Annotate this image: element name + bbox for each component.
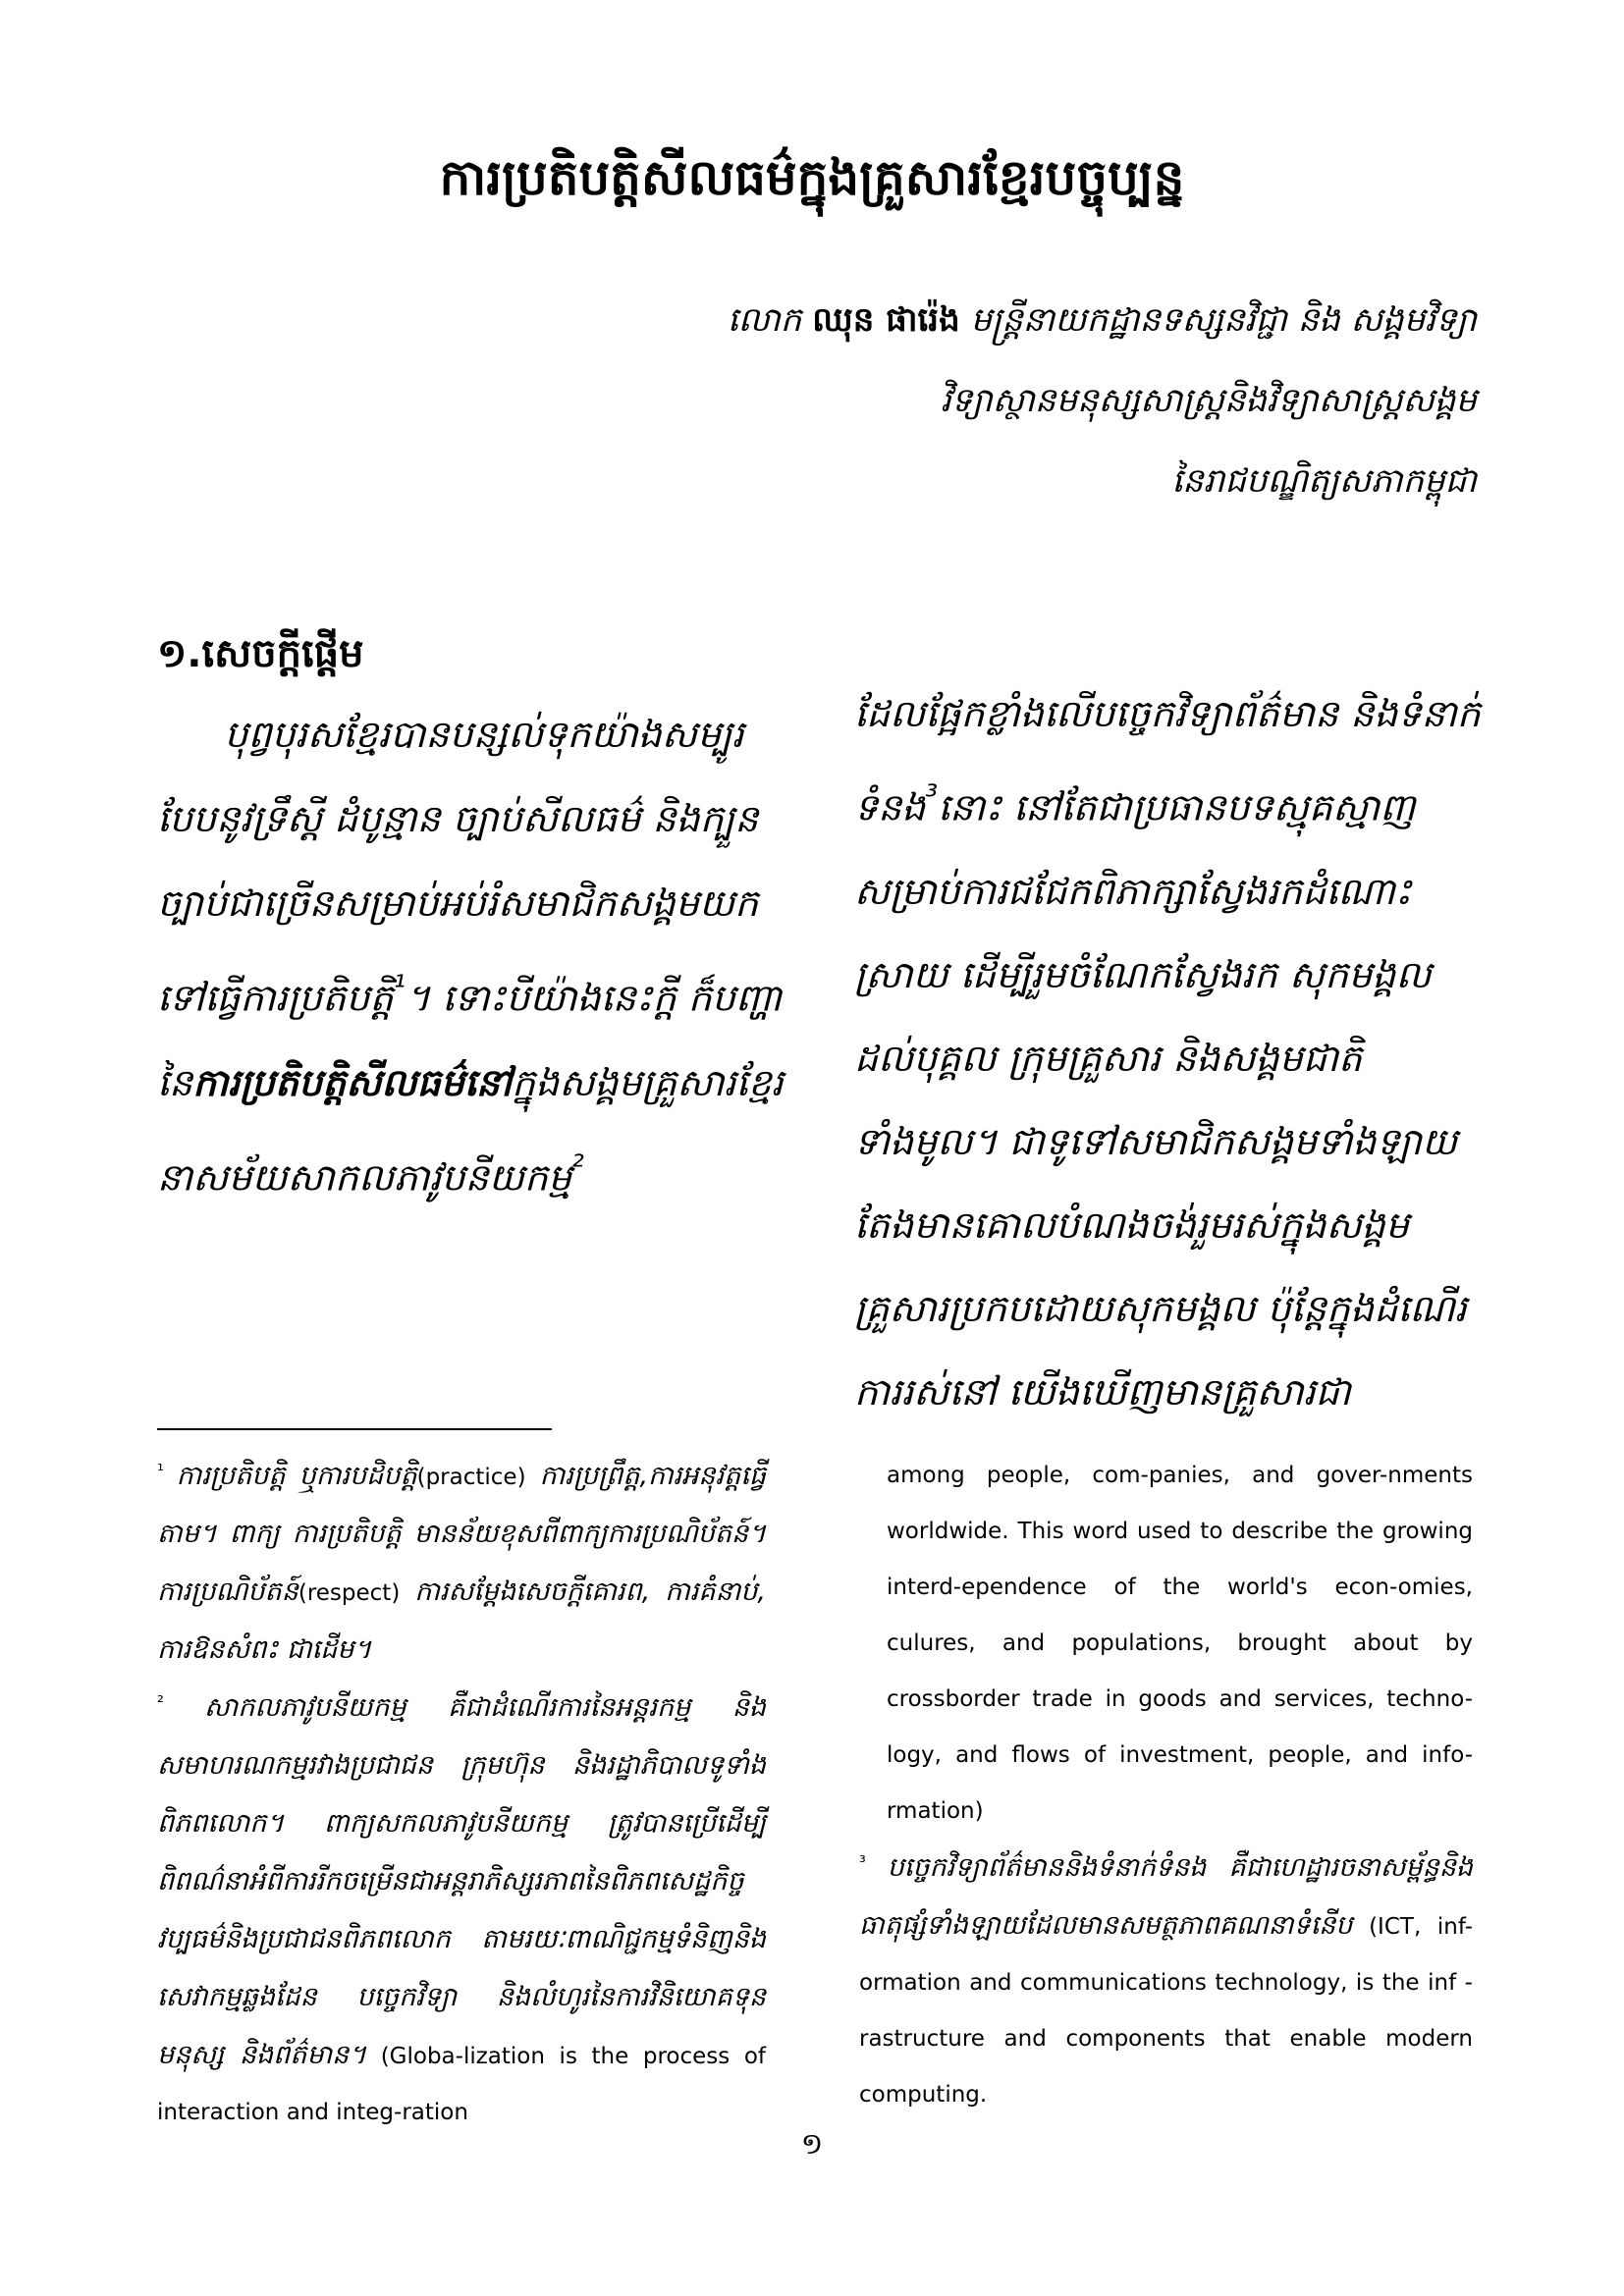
author-role: មន្ត្រីនាយកដ្ឋានទស្សនវិជ្ជា និង សង្គមវិទ្យា — [970, 300, 1477, 340]
footnote-text: ការសម្តែងសេចក្តីគោរព, ការគំនាប់, ការឱនសំពះ ជាដើម។ — [157, 1576, 766, 1665]
author-block — [397, 280, 1477, 521]
page-number: ១ — [800, 2127, 824, 2162]
body-text: នោះ នៅតែជាប្រធានបទស្មុគស្មាញសម្រាប់ការជជែកពិភាក្សាស្វែងរកដំណោះស្រាយ ដើម្បីរួមចំណែកស្វែងរក សុកមង្គលដល់បុគ្គល ក្រុមគ្រួសារ និងសង្គមជាតិទាំងមូល។ ជាទូទៅសមាជិកសង្គមទាំងឡាយតែងមានគោលបំណងចង់រួមរស់ក្នុងសង្គមគ្រួសារប្រកបដោយសុកមង្គល ប៉ុន្តែក្នុងដំណើរការរស់នៅ យើងឃើញមានគ្រួសារជា — [854, 785, 1467, 1414]
footnote-3 — [859, 1840, 1473, 2123]
footnote-ref-2: ² — [571, 1148, 584, 1185]
right-column — [854, 672, 1483, 1434]
section-heading: ១.សេចក្តីផ្តើម — [157, 631, 364, 676]
body-text: ។ ទោះបីយ៉ាងនេះក្តី ក៏បញ្ហានៃ — [157, 976, 783, 1104]
footnote-ref-1: ¹ — [393, 970, 406, 1005]
footnote-2-continued: among people, com-panies, and gover-nments worldwide. This word used to describe the growing interd-ependence of the world's econ-omies, culures, and populations, brought about by crossborder trade in goods and services, techno-logy, and flows of investment, people, and info-rmation) — [887, 1463, 1473, 1824]
footnote-text: (practice) — [416, 1465, 526, 1490]
continued-paragraph — [854, 672, 1483, 1434]
left-column — [157, 692, 785, 1219]
body-text: ក្នុងសង្គមគ្រួសារខ្មែរ នាសម័យសាកលភាវូបនីយកម្ម — [157, 1060, 784, 1200]
footnote-text: សាកលភាវូបនីយកម្ម គឺជាដំណើរការនៃអន្តរកម្ម និង សមាហរណកម្មរវាងប្រជាជន ក្រុមហ៊ុន និងរដ្ឋាភិបាលទូទាំងពិភពលោក។ ពាក្យសកលភាវូបនីយកម្ម ត្រូវបានប្រើដើម្បីពិពណ៌នាអំពីការរីកចម្រើនជាអន្តរាភិស្សរភាពនៃពិភពសេដ្ឋកិច្ច វប្បធម៌និងប្រជាជនពិភពលោក តាមរយៈពាណិជ្ជកម្មទំនិញនិងសេវាកម្មឆ្លងដែន បច្ចេកវិទ្យា និងលំហូរនៃការវិនិយោគទុន មនុស្ស និងព័ត៌មាន។ — [157, 1692, 766, 2070]
author-prefix: លោក — [727, 300, 802, 340]
footnote-text: ការប្រព្រឹត្ត,ការអនុវត្តធ្វើតាម។ ពាក្យ ការប្រតិបត្តិ មានន័យខុសពីពាក្យការប្រណិប័តន៍។ ការប្រណិប័តន៍ — [157, 1461, 766, 1607]
footnote-text: ការប្រតិបត្តិ ឬការបដិបត្តិ — [176, 1461, 417, 1491]
footnote-mark: ³ — [859, 1852, 866, 1873]
footnote-text: (ICT, inf-ormation and communications technology, is the inf -rastructure and components that enable modern computing. — [859, 1914, 1473, 2108]
footnotes-right — [859, 1448, 1473, 2123]
footnote-mark: ² — [157, 1692, 164, 1713]
footnote-text: (Globa-lization is the process of interaction and integ-ration — [157, 2044, 767, 2125]
intro-paragraph — [157, 692, 785, 1219]
author-academy: នៃរាជបណ្ឌិត្យសភាកម្ពុជា — [1171, 461, 1477, 501]
footnote-mark: ¹ — [157, 1461, 164, 1481]
emphasis-text: ការប្រតិបត្តិសីលធម៌នៅ — [192, 1060, 513, 1104]
article-title: ការប្រតិបត្តិសីលធម៌ក្នុងគ្រួសារខ្មែរបច្ចុប្បន្ន — [439, 149, 1185, 206]
footnote-text: (respect) — [298, 1580, 401, 1606]
footnote-1 — [157, 1448, 766, 1680]
footnote-ref-3: ³ — [925, 779, 939, 815]
author-institute: វិទ្យាស្ថានមនុស្សសាស្ត្រនិងវិទ្យាសាស្ត្រសង្គម — [940, 381, 1477, 420]
footnote-text: បច្ចេកវិទ្យាព័ត៌មាននិងទំនាក់ទំនង គឺជាហេដ្ឋារចនាសម្ព័ន្ធនិងធាតុផ្សំទាំងឡាយដែលមានសមត្ថភាពគណនាទំនើប — [859, 1852, 1474, 1941]
footnote-2 — [157, 1680, 766, 2141]
body-text: ដែលផ្អែកខ្លាំងលើបច្ចេកវិទ្យាព័ត៌មាន និងទំនាក់ទំនង — [854, 692, 1481, 829]
author-name: ឈុន ផារ៉េង — [812, 300, 960, 340]
author-line — [397, 280, 1477, 360]
footnotes-left — [157, 1448, 766, 2141]
body-text: បុព្វបុរសខ្មែរបានបន្សល់ទុកយ៉ាងសម្បូរបែបនូវទ្រឹស្តី ដំបូន្មាន ច្បាប់សីលធម៌ និងក្បួនច្បាប់ជាច្រើនសម្រាប់អប់រំសមាជិកសង្គមយកទៅធ្វើការប្រតិបត្តិ — [157, 713, 759, 1020]
footnote-separator — [157, 1428, 552, 1430]
